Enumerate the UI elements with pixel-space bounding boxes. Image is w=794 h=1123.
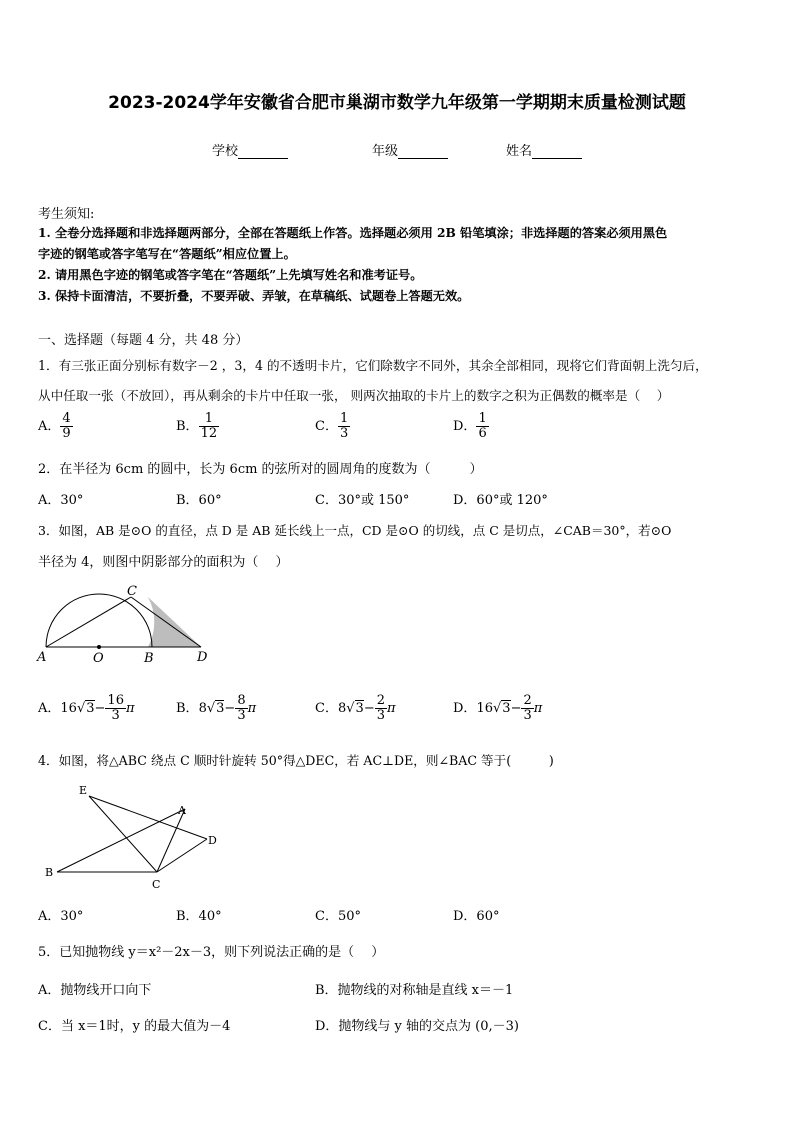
q3-option-c[interactable]: C．8√3− $\frac{2}{3}$ π <box>315 693 396 723</box>
fraction: $\frac{1}{6}$ <box>478 411 487 441</box>
notice-item-3: 3. 保持卡面清洁，不要折叠，不要弄破、弄皱，在草稿纸、试题卷上答题无效。 <box>38 289 470 303</box>
notice-item-2: 2. 请用黑色字迹的钢笔或答字笔在“答题纸”上先填写姓名和准考证号。 <box>38 268 423 282</box>
label-b: B <box>144 651 154 665</box>
q5-option-d[interactable]: D．抛物线与 y 轴的交点为 (0,－3) <box>315 1019 519 1034</box>
q1-option-a[interactable]: A． $\frac{4}{9}$ <box>38 411 71 441</box>
label-d: D <box>197 650 208 665</box>
q4-option-a[interactable]: A．30° <box>38 909 84 924</box>
fraction: $\frac{8}{3}$ <box>237 693 246 723</box>
label-c: C <box>127 585 137 599</box>
notice-item-1b: 字迹的钢笔或答字笔写在“答题纸”相应位置上。 <box>38 247 296 261</box>
page-title: 2023-2024学年安徽省合肥市巢湖市数学九年级第一学期期末质量检测试题 <box>108 93 686 113</box>
label-a: A <box>37 650 47 665</box>
fraction: $\frac{16}{3}$ <box>107 693 124 723</box>
q5-line1: 5．已知抛物线 y＝x²－2x－3，则下列说法正确的是（ ） <box>38 945 385 960</box>
fraction: $\frac{4}{9}$ <box>62 411 71 441</box>
q1-line1: 1．有三张正面分别标有数字－2 ，3，4 的不透明卡片，它们除数字不同外，其余全部相同，现将它们背面朝上洗匀后， <box>38 358 708 373</box>
q4-figure <box>40 782 230 894</box>
shaded-region <box>148 597 201 647</box>
q2-line1: 2．在半径为 6cm 的圆中，长为 6cm 的弦所对的圆周角的度数为（ ） <box>38 462 483 477</box>
semicircle <box>46 594 152 647</box>
q3-option-a[interactable]: A．16√3− $\frac{16}{3}$ π <box>38 693 135 723</box>
q1-option-c[interactable]: C． $\frac{1}{3}$ <box>315 411 349 441</box>
school-field: 学校 <box>212 140 288 159</box>
fraction: $\frac{1}{12}$ <box>200 411 218 441</box>
segment-ba <box>57 809 185 872</box>
school-blank <box>238 144 288 159</box>
segment-ed <box>89 796 207 839</box>
section-heading: 一、选择题（每题 4 分，共 48 分） <box>38 333 249 348</box>
q5-option-b[interactable]: B．抛物线的对称轴是直线 x＝－1 <box>315 983 514 998</box>
fraction: $\frac{2}{3}$ <box>376 693 385 723</box>
label-d: D <box>208 834 217 847</box>
fraction: $\frac{2}{3}$ <box>523 693 532 723</box>
label-o: O <box>93 651 104 665</box>
notice-heading: 考生须知: <box>38 207 95 222</box>
name-field: 姓名 <box>506 140 582 159</box>
label-a: A <box>178 804 186 817</box>
label-c: C <box>152 878 161 891</box>
q1-option-b[interactable]: B． $\frac{1}{12}$ <box>176 411 218 441</box>
q3-option-b[interactable]: B．8√3− $\frac{8}{3}$ π <box>176 693 257 723</box>
grade-field: 年级 <box>372 140 448 159</box>
q1-option-d[interactable]: D． $\frac{1}{6}$ <box>453 411 487 441</box>
q4-line1: 4．如图，将△ABC 绕点 C 顺时针旋转 50°得△DEC，若 AC⊥DE，则∠BAC 等于( ) <box>38 753 554 768</box>
q5-option-a[interactable]: A．抛物线开口向下 <box>38 983 152 998</box>
q2-option-c[interactable]: C．30°或 150° <box>315 493 410 508</box>
grade-blank <box>398 144 448 159</box>
segment-ec <box>89 796 157 872</box>
q3-figure <box>34 585 214 665</box>
q5-option-c[interactable]: C．当 x＝1时，y 的最大值为－4 <box>38 1019 231 1034</box>
q3-line2: 半径为 4，则图中阴影部分的面积为（ ） <box>38 555 289 570</box>
q4-option-d[interactable]: D．60° <box>453 909 500 924</box>
notice-item-1a: 1. 全卷分选择题和非选择题两部分，全部在答题纸上作答。选择题必须用 2B 铅笔填涂；非选择题的答案必须用黑色 <box>38 226 668 240</box>
q2-option-b[interactable]: B．60° <box>176 493 222 508</box>
fraction: $\frac{1}{3}$ <box>339 411 349 441</box>
label-e: E <box>79 784 88 797</box>
label-b: B <box>45 866 54 879</box>
q4-option-c[interactable]: C．50° <box>315 909 361 924</box>
q4-option-b[interactable]: B．40° <box>176 909 222 924</box>
chord-ac <box>46 597 131 647</box>
q2-option-d[interactable]: D．60°或 120° <box>453 493 548 508</box>
q3-line1: 3．如图，AB 是⊙O 的直径，点 D 是 AB 延长线上一点，CD 是⊙O 的切线，点 C 是切点，∠CAB＝30°，若⊙O <box>38 523 672 538</box>
q1-line2: 从中任取一张（不放回），再从剩余的卡片中任取一张， 则两次抽取的卡片上的数字之积为正偶数的概率是（ ） <box>38 388 670 403</box>
center-point <box>97 645 101 649</box>
q3-option-d[interactable]: D．16√3− $\frac{2}{3}$ π <box>453 693 543 723</box>
q2-option-a[interactable]: A．30° <box>38 493 84 508</box>
name-blank <box>532 144 582 159</box>
